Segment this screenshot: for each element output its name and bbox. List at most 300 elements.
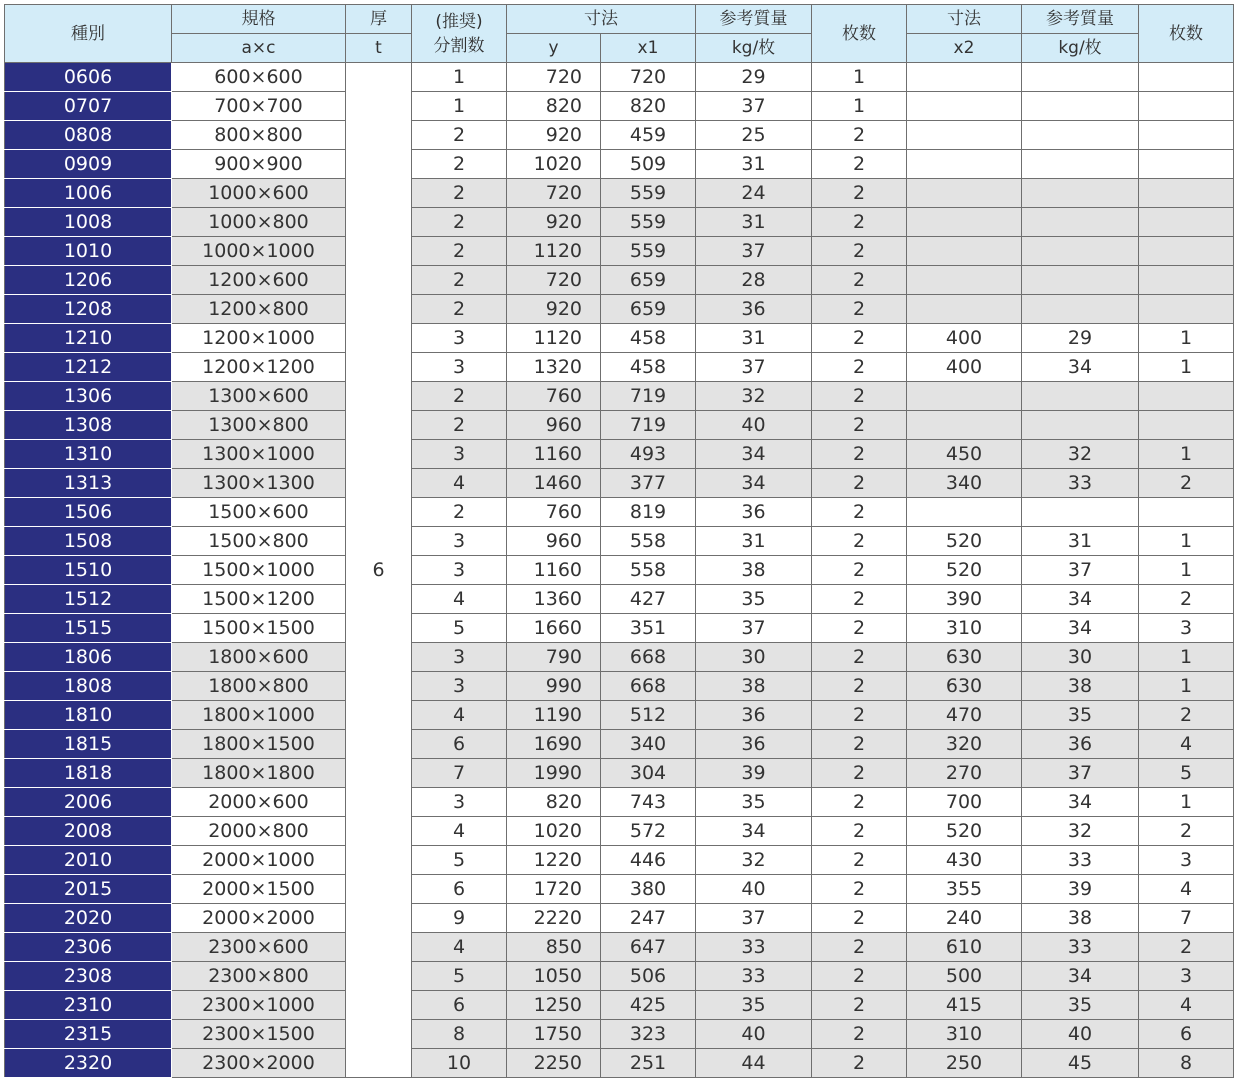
cell-x1: 509 [601, 150, 696, 179]
cell-y: 1160 [507, 556, 601, 585]
cell-x1: 559 [601, 208, 696, 237]
table-row [5, 498, 1234, 527]
cell-count2: 2 [1139, 585, 1234, 614]
header-count2: 枚数 [1139, 5, 1234, 63]
cell-count2: 4 [1139, 730, 1234, 759]
cell-mass1: 39 [696, 759, 812, 788]
cell-mass1: 30 [696, 643, 812, 672]
cell-mass2 [1022, 237, 1139, 266]
header-dim1: 寸法 [507, 5, 696, 34]
cell-mass1: 36 [696, 295, 812, 324]
cell-count2: 1 [1139, 440, 1234, 469]
cell-mass1: 36 [696, 701, 812, 730]
cell-count2: 1 [1139, 672, 1234, 701]
cell-x2 [907, 63, 1022, 92]
cell-spec: 2000×600 [172, 788, 346, 817]
cell-code: 1806 [5, 643, 172, 672]
cell-x2: 610 [907, 933, 1022, 962]
cell-mass1: 35 [696, 585, 812, 614]
cell-code: 1212 [5, 353, 172, 382]
cell-mass1: 34 [696, 469, 812, 498]
cell-count2: 1 [1139, 643, 1234, 672]
cell-count2: 8 [1139, 1049, 1234, 1078]
cell-y: 1320 [507, 353, 601, 382]
cell-thickness: 6 [346, 63, 412, 1078]
cell-division: 3 [412, 556, 507, 585]
cell-code: 2315 [5, 1020, 172, 1049]
cell-x1: 304 [601, 759, 696, 788]
cell-y: 1020 [507, 150, 601, 179]
cell-count1: 2 [812, 846, 907, 875]
cell-mass2: 37 [1022, 556, 1139, 585]
table-row [5, 382, 1234, 411]
cell-spec: 1800×1800 [172, 759, 346, 788]
cell-code: 1510 [5, 556, 172, 585]
cell-mass1: 29 [696, 63, 812, 92]
cell-mass2: 37 [1022, 759, 1139, 788]
cell-x2 [907, 179, 1022, 208]
cell-y: 1190 [507, 701, 601, 730]
cell-division: 4 [412, 817, 507, 846]
cell-mass2: 33 [1022, 933, 1139, 962]
cell-code: 0909 [5, 150, 172, 179]
cell-code: 1818 [5, 759, 172, 788]
cell-count2 [1139, 411, 1234, 440]
cell-mass2: 40 [1022, 1020, 1139, 1049]
cell-code: 1512 [5, 585, 172, 614]
cell-x2 [907, 295, 1022, 324]
cell-count1: 2 [812, 788, 907, 817]
cell-x2: 355 [907, 875, 1022, 904]
cell-y: 1120 [507, 324, 601, 353]
table-row [5, 179, 1234, 208]
cell-x1: 572 [601, 817, 696, 846]
cell-code: 2006 [5, 788, 172, 817]
cell-x1: 380 [601, 875, 696, 904]
cell-division: 1 [412, 92, 507, 121]
cell-x2 [907, 121, 1022, 150]
cell-x2: 240 [907, 904, 1022, 933]
cell-x1: 251 [601, 1049, 696, 1078]
cell-x2: 470 [907, 701, 1022, 730]
cell-y: 920 [507, 295, 601, 324]
cell-count1: 2 [812, 1020, 907, 1049]
cell-mass1: 32 [696, 382, 812, 411]
header-division [412, 5, 507, 63]
cell-mass2 [1022, 150, 1139, 179]
cell-y: 720 [507, 266, 601, 295]
cell-division: 4 [412, 585, 507, 614]
cell-mass2 [1022, 266, 1139, 295]
cell-spec: 1300×1000 [172, 440, 346, 469]
cell-mass2 [1022, 63, 1139, 92]
cell-code: 1006 [5, 179, 172, 208]
cell-spec: 2300×1000 [172, 991, 346, 1020]
cell-count2: 2 [1139, 701, 1234, 730]
cell-division: 2 [412, 237, 507, 266]
cell-x1: 719 [601, 411, 696, 440]
header-type: 種別 [5, 5, 172, 63]
cell-count2: 5 [1139, 759, 1234, 788]
cell-y: 1360 [507, 585, 601, 614]
cell-count1: 2 [812, 614, 907, 643]
cell-count2: 2 [1139, 817, 1234, 846]
cell-mass2: 34 [1022, 614, 1139, 643]
header-mass1-unit: kg/枚 [696, 34, 812, 63]
cell-division: 2 [412, 411, 507, 440]
cell-mass2 [1022, 92, 1139, 121]
table-row [5, 846, 1234, 875]
table-row [5, 933, 1234, 962]
cell-spec: 800×800 [172, 121, 346, 150]
cell-division: 2 [412, 208, 507, 237]
cell-code: 1815 [5, 730, 172, 759]
cell-count1: 2 [812, 817, 907, 846]
cell-count1: 2 [812, 498, 907, 527]
cell-x2: 450 [907, 440, 1022, 469]
cell-y: 820 [507, 788, 601, 817]
cell-mass1: 31 [696, 324, 812, 353]
cell-count2: 2 [1139, 469, 1234, 498]
cell-division: 2 [412, 266, 507, 295]
cell-x2: 415 [907, 991, 1022, 1020]
cell-x1: 647 [601, 933, 696, 962]
cell-x2: 340 [907, 469, 1022, 498]
table-row [5, 295, 1234, 324]
cell-spec: 2300×2000 [172, 1049, 346, 1078]
cell-mass1: 33 [696, 962, 812, 991]
header-division-top: (推奨) [435, 11, 483, 32]
cell-mass2: 34 [1022, 353, 1139, 382]
cell-mass2: 39 [1022, 875, 1139, 904]
cell-mass1: 34 [696, 440, 812, 469]
cell-x1: 425 [601, 991, 696, 1020]
cell-x2: 430 [907, 846, 1022, 875]
cell-code: 1508 [5, 527, 172, 556]
cell-count2: 1 [1139, 788, 1234, 817]
cell-count1: 2 [812, 150, 907, 179]
cell-x1: 719 [601, 382, 696, 411]
cell-x1: 458 [601, 353, 696, 382]
cell-count1: 2 [812, 585, 907, 614]
table-row [5, 962, 1234, 991]
cell-count1: 2 [812, 933, 907, 962]
cell-count2: 2 [1139, 933, 1234, 962]
table-row [5, 701, 1234, 730]
cell-division: 10 [412, 1049, 507, 1078]
cell-mass1: 38 [696, 556, 812, 585]
cell-mass1: 36 [696, 498, 812, 527]
cell-division: 3 [412, 324, 507, 353]
cell-code: 1010 [5, 237, 172, 266]
cell-count2 [1139, 179, 1234, 208]
cell-count1: 2 [812, 353, 907, 382]
cell-division: 6 [412, 875, 507, 904]
cell-mass1: 35 [696, 991, 812, 1020]
cell-count2: 3 [1139, 614, 1234, 643]
cell-code: 1808 [5, 672, 172, 701]
cell-x1: 340 [601, 730, 696, 759]
cell-x1: 820 [601, 92, 696, 121]
cell-x2 [907, 266, 1022, 295]
cell-division: 2 [412, 498, 507, 527]
cell-y: 760 [507, 382, 601, 411]
cell-count1: 2 [812, 962, 907, 991]
cell-count1: 2 [812, 730, 907, 759]
cell-y: 2220 [507, 904, 601, 933]
cell-y: 2250 [507, 1049, 601, 1078]
cell-division: 3 [412, 672, 507, 701]
cell-division: 3 [412, 643, 507, 672]
cell-x2: 250 [907, 1049, 1022, 1078]
cell-spec: 1500×1500 [172, 614, 346, 643]
cell-count1: 2 [812, 875, 907, 904]
cell-x2 [907, 382, 1022, 411]
cell-spec: 2300×1500 [172, 1020, 346, 1049]
table-row [5, 1020, 1234, 1049]
cell-x2: 270 [907, 759, 1022, 788]
cell-count1: 2 [812, 672, 907, 701]
cell-code: 1310 [5, 440, 172, 469]
cell-code: 0808 [5, 121, 172, 150]
cell-count2: 1 [1139, 353, 1234, 382]
cell-spec: 700×700 [172, 92, 346, 121]
header-count1: 枚数 [812, 5, 907, 63]
cell-mass2: 30 [1022, 643, 1139, 672]
cell-code: 2010 [5, 846, 172, 875]
cell-mass1: 35 [696, 788, 812, 817]
cell-x1: 819 [601, 498, 696, 527]
table-body [5, 63, 1234, 1078]
cell-spec: 1000×600 [172, 179, 346, 208]
cell-mass1: 31 [696, 208, 812, 237]
cell-mass2 [1022, 498, 1139, 527]
cell-spec: 2300×600 [172, 933, 346, 962]
cell-division: 5 [412, 846, 507, 875]
cell-count1: 2 [812, 759, 907, 788]
cell-x2: 630 [907, 643, 1022, 672]
cell-mass2: 38 [1022, 672, 1139, 701]
cell-division: 2 [412, 382, 507, 411]
table-row [5, 730, 1234, 759]
cell-x1: 659 [601, 295, 696, 324]
cell-code: 1313 [5, 469, 172, 498]
cell-code: 2320 [5, 1049, 172, 1078]
cell-mass1: 31 [696, 527, 812, 556]
cell-count2 [1139, 237, 1234, 266]
cell-code: 0606 [5, 63, 172, 92]
cell-mass2: 33 [1022, 469, 1139, 498]
cell-mass1: 36 [696, 730, 812, 759]
cell-mass2 [1022, 295, 1139, 324]
cell-mass1: 38 [696, 672, 812, 701]
cell-spec: 2000×2000 [172, 904, 346, 933]
table-row [5, 353, 1234, 382]
cell-spec: 2300×800 [172, 962, 346, 991]
cell-spec: 1200×1000 [172, 324, 346, 353]
cell-x1: 512 [601, 701, 696, 730]
cell-spec: 1200×600 [172, 266, 346, 295]
cell-x1: 446 [601, 846, 696, 875]
cell-spec: 1500×800 [172, 527, 346, 556]
spec-table [4, 4, 1234, 1078]
cell-count2: 1 [1139, 556, 1234, 585]
header-mass1: 参考質量 [696, 5, 812, 34]
cell-y: 1020 [507, 817, 601, 846]
cell-division: 4 [412, 701, 507, 730]
cell-mass2: 38 [1022, 904, 1139, 933]
cell-count2: 4 [1139, 875, 1234, 904]
cell-code: 1306 [5, 382, 172, 411]
cell-y: 1120 [507, 237, 601, 266]
cell-count1: 2 [812, 904, 907, 933]
cell-division: 3 [412, 527, 507, 556]
cell-x1: 559 [601, 237, 696, 266]
cell-spec: 1200×800 [172, 295, 346, 324]
cell-count2: 1 [1139, 527, 1234, 556]
cell-count2: 4 [1139, 991, 1234, 1020]
header-dim1-x1: x1 [601, 34, 696, 63]
cell-mass1: 37 [696, 614, 812, 643]
cell-count2 [1139, 150, 1234, 179]
cell-y: 820 [507, 92, 601, 121]
cell-x2 [907, 150, 1022, 179]
cell-spec: 1800×800 [172, 672, 346, 701]
header-spec: 規格 [172, 5, 346, 34]
table-row [5, 266, 1234, 295]
header-dim2-x2: x2 [907, 34, 1022, 63]
cell-x2: 700 [907, 788, 1022, 817]
cell-count2: 6 [1139, 1020, 1234, 1049]
header-thickness: 厚 [346, 5, 412, 34]
table-row [5, 672, 1234, 701]
cell-division: 6 [412, 991, 507, 1020]
cell-x1: 459 [601, 121, 696, 150]
cell-mass1: 37 [696, 237, 812, 266]
cell-spec: 1500×1200 [172, 585, 346, 614]
cell-y: 990 [507, 672, 601, 701]
cell-x2 [907, 208, 1022, 237]
cell-mass1: 28 [696, 266, 812, 295]
table-row [5, 237, 1234, 266]
cell-mass2: 32 [1022, 440, 1139, 469]
cell-count1: 2 [812, 237, 907, 266]
table-row [5, 585, 1234, 614]
cell-mass1: 34 [696, 817, 812, 846]
cell-x2: 630 [907, 672, 1022, 701]
header-mass2: 参考質量 [1022, 5, 1139, 34]
table-row [5, 788, 1234, 817]
cell-spec: 2000×800 [172, 817, 346, 846]
header-spec-sub: a×c [172, 34, 346, 63]
cell-x1: 458 [601, 324, 696, 353]
cell-x1: 558 [601, 556, 696, 585]
cell-count2: 3 [1139, 962, 1234, 991]
table-row [5, 991, 1234, 1020]
cell-x2 [907, 92, 1022, 121]
cell-mass1: 37 [696, 904, 812, 933]
cell-x1: 247 [601, 904, 696, 933]
cell-spec: 1500×1000 [172, 556, 346, 585]
cell-division: 8 [412, 1020, 507, 1049]
cell-y: 790 [507, 643, 601, 672]
table-row [5, 759, 1234, 788]
cell-spec: 1000×800 [172, 208, 346, 237]
cell-count1: 2 [812, 991, 907, 1020]
cell-y: 1220 [507, 846, 601, 875]
cell-y: 920 [507, 208, 601, 237]
cell-y: 960 [507, 527, 601, 556]
cell-x2: 390 [907, 585, 1022, 614]
cell-division: 5 [412, 962, 507, 991]
cell-x2 [907, 411, 1022, 440]
cell-code: 2008 [5, 817, 172, 846]
cell-mass2: 34 [1022, 585, 1139, 614]
cell-spec: 1200×1200 [172, 353, 346, 382]
cell-count1: 2 [812, 208, 907, 237]
cell-mass1: 37 [696, 353, 812, 382]
table-row [5, 411, 1234, 440]
cell-code: 1506 [5, 498, 172, 527]
table-row [5, 904, 1234, 933]
cell-x1: 720 [601, 63, 696, 92]
cell-x1: 668 [601, 672, 696, 701]
cell-x2 [907, 237, 1022, 266]
cell-division: 9 [412, 904, 507, 933]
cell-count2: 3 [1139, 846, 1234, 875]
cell-x2: 320 [907, 730, 1022, 759]
table-row [5, 556, 1234, 585]
cell-mass1: 44 [696, 1049, 812, 1078]
cell-code: 1208 [5, 295, 172, 324]
table-row [5, 1049, 1234, 1078]
cell-count1: 2 [812, 643, 907, 672]
cell-code: 0707 [5, 92, 172, 121]
cell-spec: 1800×1000 [172, 701, 346, 730]
cell-count1: 2 [812, 179, 907, 208]
cell-y: 1250 [507, 991, 601, 1020]
cell-x1: 558 [601, 527, 696, 556]
cell-mass1: 40 [696, 1020, 812, 1049]
cell-count1: 2 [812, 295, 907, 324]
cell-x1: 559 [601, 179, 696, 208]
cell-division: 2 [412, 121, 507, 150]
cell-x2: 520 [907, 556, 1022, 585]
cell-mass2: 36 [1022, 730, 1139, 759]
cell-spec: 1300×1300 [172, 469, 346, 498]
cell-spec: 1800×1500 [172, 730, 346, 759]
cell-y: 720 [507, 179, 601, 208]
cell-count1: 2 [812, 1049, 907, 1078]
cell-division: 2 [412, 179, 507, 208]
cell-division: 6 [412, 730, 507, 759]
cell-mass2: 32 [1022, 817, 1139, 846]
cell-mass2 [1022, 411, 1139, 440]
table-row [5, 92, 1234, 121]
cell-mass1: 37 [696, 92, 812, 121]
cell-division: 4 [412, 469, 507, 498]
cell-division: 2 [412, 150, 507, 179]
cell-count2 [1139, 382, 1234, 411]
cell-code: 2308 [5, 962, 172, 991]
cell-code: 1210 [5, 324, 172, 353]
cell-code: 1515 [5, 614, 172, 643]
cell-spec: 1300×600 [172, 382, 346, 411]
cell-mass1: 25 [696, 121, 812, 150]
cell-x1: 427 [601, 585, 696, 614]
cell-y: 920 [507, 121, 601, 150]
cell-y: 1990 [507, 759, 601, 788]
